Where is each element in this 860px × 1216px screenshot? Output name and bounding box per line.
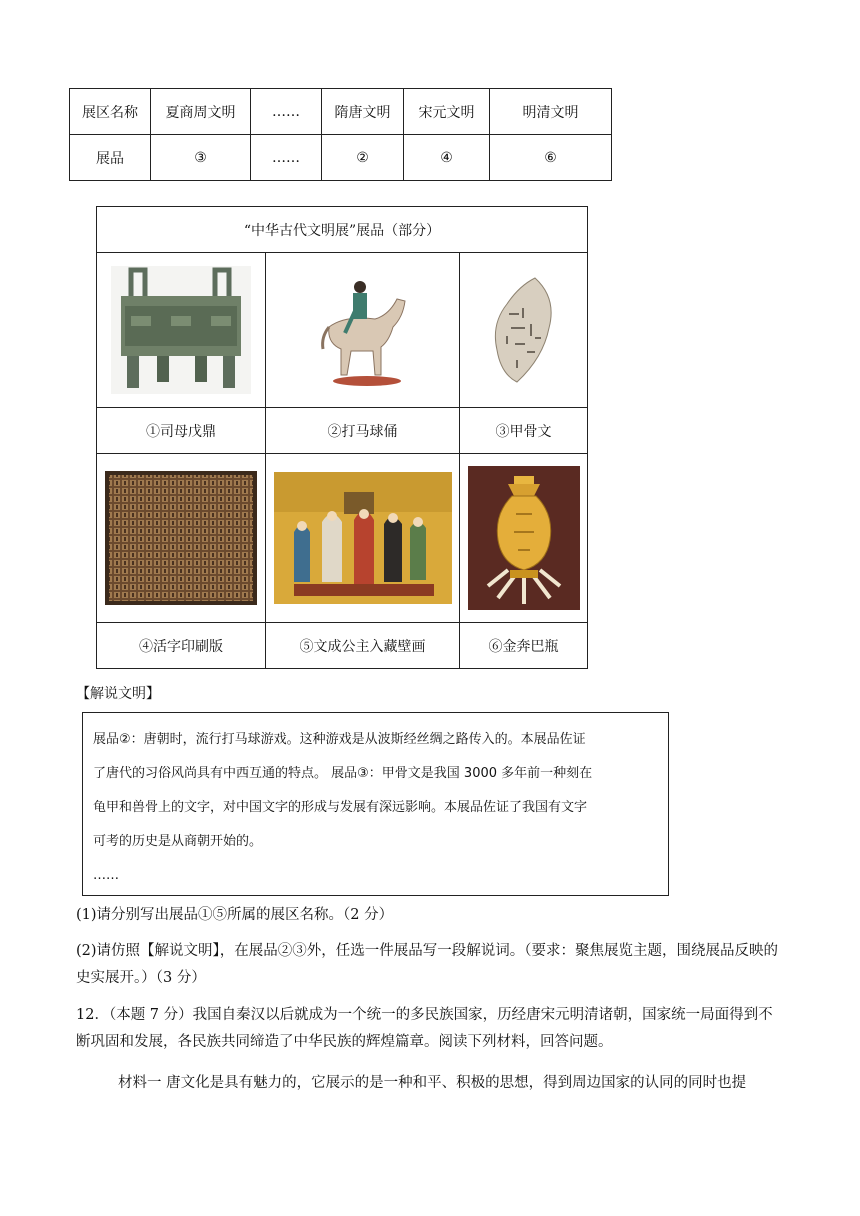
exhibit-image-cell <box>460 454 588 623</box>
region-row-cell: ⑥ <box>490 135 612 181</box>
exhibit-image-cell <box>266 454 460 623</box>
movable-type-image <box>105 471 257 605</box>
region-row-cell: ② <box>322 135 404 181</box>
exhibit-image-cell <box>266 253 460 408</box>
exhibit-caption: ⑥金奔巴瓶 <box>460 623 588 669</box>
exhibit-image-cell <box>97 253 266 408</box>
region-row-cell: ④ <box>404 135 490 181</box>
exhibit-caption: ④活字印刷版 <box>97 623 266 669</box>
explanation-line: 可考的历史是从商朝开始的。 <box>93 834 263 849</box>
region-table <box>69 88 612 181</box>
region-header-cell: 夏商周文明 <box>151 89 251 135</box>
exhibit-caption: ③甲骨文 <box>460 408 588 454</box>
region-header-cell: …… <box>251 89 322 135</box>
exhibit-image-cell <box>97 454 266 623</box>
region-row-cell: 展品 <box>70 135 151 181</box>
explanation-label: 【解说文明】 <box>76 686 160 702</box>
material-1: 材料一 唐文化是具有魅力的，它展示的是一种和平、积极的思想，得到周边国家的认同的同时也提 <box>118 1075 747 1091</box>
exhibit-caption: ①司母戊鼎 <box>97 408 266 454</box>
exhibit-caption: ②打马球俑 <box>266 408 460 454</box>
oracle-bone-image <box>487 274 561 386</box>
exhibit-caption: ⑤文成公主入藏壁画 <box>266 623 460 669</box>
exhibit-image-cell <box>460 253 588 408</box>
region-header-cell: 隋唐文明 <box>322 89 404 135</box>
polo-figurine-image <box>315 271 411 389</box>
explanation-line: 展品②：唐朝时，流行打马球游戏。这种游戏是从波斯经丝绸之路传入的。本展品佐证 <box>93 732 586 747</box>
region-header-cell: 宋元文明 <box>404 89 490 135</box>
golden-urn-image <box>468 466 580 610</box>
bronze-ding-image <box>111 266 251 394</box>
question-1: (1)请分别写出展品①⑤所属的展区名称。（2 分） <box>76 907 394 923</box>
region-header-cell: 展区名称 <box>70 89 151 135</box>
question-12: 12．（本题 7 分）我国自秦汉以后就成为一个统一的多民族国家，历经唐宋元明清诸朝，国家统一局面得到不断巩固和发展，各民族共同缔造了中华民族的辉煌篇章。阅读下列材料，回答问题。 <box>76 1007 773 1050</box>
exhibit-table-title: “中华古代文明展”展品（部分） <box>97 207 588 253</box>
region-row-cell: ③ <box>151 135 251 181</box>
explanation-box <box>82 712 669 896</box>
region-header-cell: 明清文明 <box>490 89 612 135</box>
explanation-line: 了唐代的习俗风尚具有中西互通的特点。 展品③：甲骨文是我国 3000 多年前一种刻在 <box>93 766 593 781</box>
question-2: (2)请仿照【解说文明】，在展品②③外，任选一件展品写一段解说词。（要求：聚焦展览主题，围绕展品反映的史实展开。）（3 分） <box>76 943 779 986</box>
explanation-line: 龟甲和兽骨上的文字，对中国文字的形成与发展有深远影响。本展品佐证了我国有文字 <box>93 800 588 815</box>
region-row-cell: …… <box>251 135 322 181</box>
explanation-line: …… <box>93 868 119 883</box>
mural-image <box>274 472 452 604</box>
exhibit-table <box>96 206 588 669</box>
